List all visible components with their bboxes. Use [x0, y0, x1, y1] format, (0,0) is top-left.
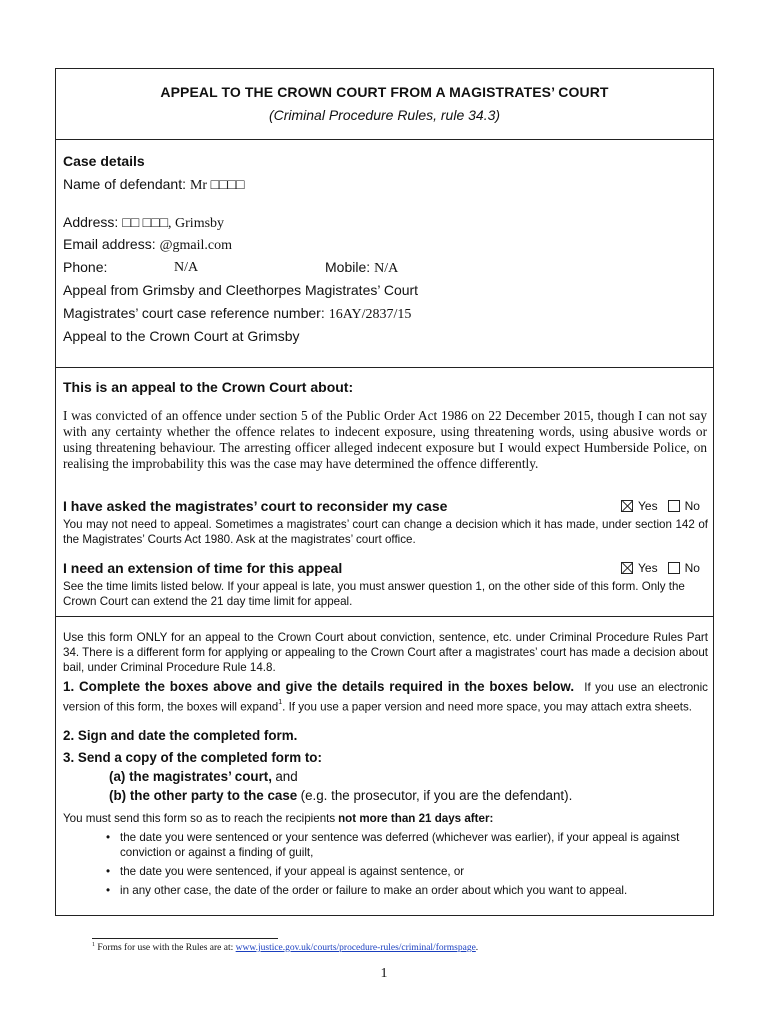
reconsider-options: [621, 499, 700, 513]
defendant-value: Mr □□□□: [189, 178, 245, 193]
extension-options: [621, 561, 700, 575]
reference-row: [63, 305, 411, 323]
extension-no-label: No: [684, 561, 700, 575]
instructions-intro: Use this form ONLY for an appeal to the Crown Court about conviction, sentence, etc. under Criminal Procedure Rules Part 34. There is a different form for applying or appealing to the Crown Court after a magistrates’ court has made a decision about bail, under Criminal Procedure Rule 14.8.: [63, 631, 708, 674]
step2: 2. Sign and date the completed form.: [63, 728, 298, 743]
bullet-marker: •: [106, 831, 111, 844]
reconsider-note: You may not need to appeal. Sometimes a magistrates’ court can change a decision which it has made, under section 142 of the Magistrates’ Courts Act 1980. Ask at the magistrates’ court office.: [63, 518, 708, 546]
bullet-marker: •: [106, 865, 111, 878]
reference-label: Magistrates’ court case reference number:: [63, 305, 325, 321]
form-header: [56, 69, 713, 140]
form-subtitle: (Criminal Procedure Rules, rule 34.3): [268, 107, 501, 123]
footnote-marker: 1: [92, 942, 95, 948]
email-label: Email address:: [63, 236, 156, 252]
reference-value: 16AY/2837/15: [328, 307, 412, 322]
appeal-about-text: I was convicted of an offence under section 5 of the Public Order Act 1986 on 22 December 2015, though I can not say with any certainty whether the offence relates to indecent exposure, using threatening words, using abusive words or using threatening behaviour. The arresting officer alleged indecent exposure but I would expect Humberside Police, on realising the improbability this was the case may have determined the offence differently.: [63, 408, 707, 471]
step3: 3. Send a copy of the completed form to:: [63, 750, 322, 765]
step3a-bold: (a) the magistrates’ court,: [109, 769, 272, 784]
mobile-value: N/A: [374, 261, 399, 276]
address-label: Address:: [63, 214, 119, 230]
appeal-to: Appeal to the Crown Court at Grimsby: [63, 328, 300, 344]
extension-no-checkbox[interactable]: [668, 562, 680, 574]
appeal-about-heading: This is an appeal to the Crown Court about:: [63, 379, 354, 395]
deadline-text: You must send this form so as to reach the recipients: [63, 812, 336, 825]
footnote: [92, 942, 478, 953]
email-value: @gmail.com: [159, 238, 232, 253]
footnote-link[interactable]: www.justice.gov.uk/courts/procedure-rules/criminal/formspage: [235, 943, 476, 954]
reconsider-yes-label: Yes: [638, 499, 658, 513]
footnote-divider: [92, 938, 278, 939]
bullet-marker: •: [106, 884, 111, 897]
extension-note: See the time limits listed below. If your appeal is late, you must answer question 1, on the other side of this form. Only the Crown Court can extend the 21 day time limit for appeal.: [63, 580, 685, 608]
reconsider-no-label: No: [684, 499, 700, 513]
address-value: □□ □□□, Grimsby: [122, 216, 225, 231]
step1-heading: 1. Complete the boxes above and give the details required in the boxes below.: [63, 679, 575, 694]
step1-footnote-ref: 1: [278, 699, 283, 706]
step3b: [109, 788, 572, 804]
address-row: [63, 214, 224, 232]
bullet-item: in any other case, the date of the order or failure to make an order about which you want to appeal.: [120, 884, 628, 897]
form-title: APPEAL TO THE CROWN COURT FROM A MAGISTRATES’ COURT: [160, 84, 609, 100]
page-number: 1: [380, 966, 388, 981]
case-details-heading: Case details: [63, 153, 145, 169]
defendant-label: Name of defendant:: [63, 176, 186, 192]
step1-text-a: If you use an electronic version of this form, the boxes will expand: [63, 681, 708, 714]
bullet-item: the date you were sentenced, if your appeal is against sentence, or: [120, 865, 465, 878]
case-details-section: [56, 140, 713, 368]
extension-yes-label: Yes: [638, 561, 658, 575]
bullet-item: the date you were sentenced or your sentence was deferred (whichever was earlier), if your appeal is against conviction or against a finding of guilt,: [120, 831, 680, 859]
step1: [63, 679, 708, 714]
step1-text-b: . If you use a paper version and need more space, you may attach extra sheets.: [282, 700, 693, 714]
reconsider-no-checkbox[interactable]: [668, 500, 680, 512]
extension-yes-checkbox[interactable]: [621, 562, 633, 574]
appeal-from: Appeal from Grimsby and Cleethorpes Magistrates’ Court: [63, 282, 419, 298]
step3b-bold: (b) the other party to the case: [109, 788, 298, 803]
mobile-label: Mobile:: [325, 259, 371, 275]
step3a: [109, 769, 298, 785]
reconsider-heading: I have asked the magistrates’ court to reconsider my case: [63, 498, 448, 514]
deadline-bold: not more than 21 days after:: [338, 812, 494, 825]
phone-value: N/A: [174, 260, 199, 275]
email-row: [63, 236, 232, 254]
deadline: [63, 812, 493, 825]
phone-label: Phone:: [63, 259, 108, 275]
step3b-tail: (e.g. the prosecutor, if you are the defendant).: [300, 788, 573, 803]
defendant-row: [63, 176, 244, 194]
footnote-tail: .: [475, 943, 479, 954]
footnote-text: Forms for use with the Rules are at:: [97, 943, 234, 954]
extension-heading: I need an extension of time for this appeal: [63, 560, 343, 576]
instructions-section: [56, 617, 713, 915]
form-frame: [55, 68, 714, 916]
reconsider-yes-checkbox[interactable]: [621, 500, 633, 512]
appeal-about-section: [56, 368, 713, 617]
step3a-tail: and: [275, 769, 298, 784]
mobile-row: [325, 259, 398, 277]
